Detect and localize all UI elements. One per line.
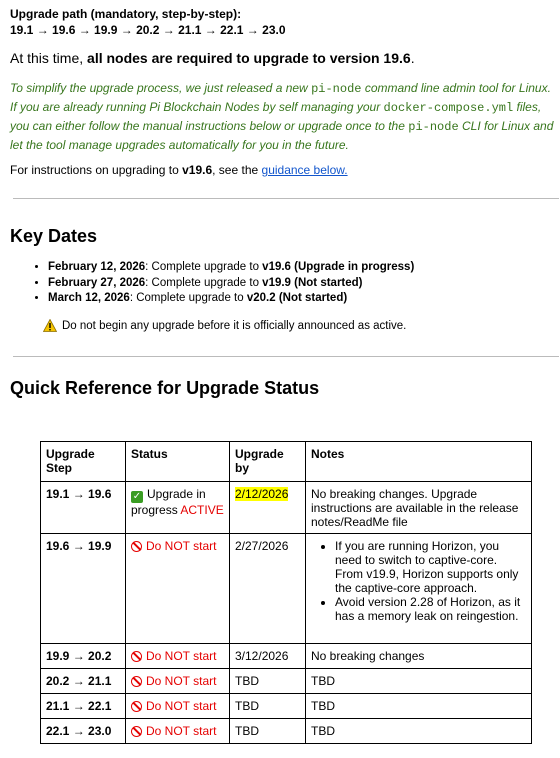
no-entry-icon bbox=[131, 726, 142, 737]
code-pi-node: pi-node bbox=[311, 82, 362, 96]
cell-notes: TBD bbox=[306, 669, 532, 694]
key-dates-heading: Key Dates bbox=[10, 226, 98, 246]
table-row bbox=[41, 482, 532, 534]
cell-step: 19.6 → 19.9 bbox=[41, 534, 126, 644]
cell-upgrade-by: 3/12/2026 bbox=[230, 644, 306, 669]
key-date-version: v20.2 (Not started) bbox=[246, 292, 348, 304]
divider-top bbox=[13, 198, 559, 199]
status-text: Do NOT start bbox=[146, 674, 217, 688]
cell-status bbox=[126, 669, 230, 694]
simplify-part3: files, you can either follow the manual instructions below or upgrade once to the bbox=[10, 100, 542, 133]
no-entry-icon bbox=[131, 676, 142, 687]
simplify-part2: command line admin tool for Linux. If you are already running Pi Blockchain Nodes by self managing your bbox=[10, 81, 551, 114]
code-docker-compose: docker-compose.yml bbox=[383, 101, 514, 115]
warning-text: Do not begin any upgrade before it is officially announced as active. bbox=[62, 319, 407, 332]
check-icon: ✓ bbox=[132, 491, 142, 502]
key-date-date: February 12, 2026 bbox=[48, 261, 146, 273]
cell-upgrade-by: TBD bbox=[230, 694, 306, 719]
no-entry-icon bbox=[131, 701, 142, 712]
no-entry-icon bbox=[131, 651, 142, 662]
key-date-date: March 12, 2026 bbox=[48, 292, 130, 304]
cell-step: 21.1 → 22.1 bbox=[41, 694, 126, 719]
key-date-date: February 27, 2026 bbox=[48, 276, 146, 289]
key-date-text: : Complete upgrade to bbox=[145, 276, 263, 289]
status-text: Do NOT start bbox=[146, 649, 217, 663]
notes-list-item: • Avoid version 2.28 of Horizon, as it has a memory leak on reingestion. bbox=[335, 595, 526, 623]
cell-notes: TBD bbox=[306, 694, 532, 719]
intro-prefix: At this time, bbox=[10, 50, 88, 66]
key-date-item bbox=[48, 291, 414, 307]
cell-upgrade-by: 2/27/2026 bbox=[230, 534, 306, 644]
instructions-middle: , see the bbox=[212, 163, 262, 177]
table-row bbox=[41, 644, 532, 669]
cell-notes: TBD bbox=[306, 719, 532, 744]
instructions-paragraph bbox=[10, 162, 558, 178]
status-text: Do NOT start bbox=[146, 539, 217, 553]
highlighted-date: 2/12/2026 bbox=[235, 487, 289, 501]
cell-status bbox=[126, 482, 230, 534]
cell-notes: No breaking changes bbox=[306, 644, 532, 669]
table-row bbox=[41, 669, 532, 694]
quick-reference-heading: Quick Reference for Upgrade Status bbox=[10, 378, 320, 398]
table-header-row bbox=[41, 442, 532, 482]
code-pi-node-2: pi-node bbox=[408, 120, 459, 134]
key-date-version: v19.9 (Not started) bbox=[262, 276, 363, 289]
table-row bbox=[41, 694, 532, 719]
instructions-version: v19.6 bbox=[182, 163, 213, 177]
key-date-text: : Complete upgrade to bbox=[129, 292, 247, 304]
cell-step: 19.1 → 19.6 bbox=[41, 482, 126, 534]
status-text: Do NOT start bbox=[146, 724, 217, 738]
cell-status bbox=[126, 534, 230, 644]
cell-upgrade-by: TBD bbox=[230, 719, 306, 744]
key-dates-list bbox=[28, 260, 414, 307]
notes-list bbox=[311, 539, 526, 623]
status-text: Do NOT start bbox=[146, 699, 217, 713]
cell-step: 19.9 → 20.2 bbox=[41, 644, 126, 669]
table-row bbox=[41, 719, 532, 744]
cell-upgrade-by: TBD bbox=[230, 669, 306, 694]
warning-note bbox=[43, 319, 406, 332]
guidance-link[interactable]: guidance below. bbox=[261, 163, 348, 177]
table-row bbox=[41, 534, 532, 644]
simplify-part4: CLI for Linux and let the tool manage upgrades automatically for you in the future. bbox=[10, 119, 554, 152]
cell-upgrade-by bbox=[230, 482, 306, 534]
upgrade-status-table bbox=[40, 441, 532, 744]
key-date-item bbox=[48, 260, 414, 276]
warning-icon bbox=[43, 319, 57, 332]
simplify-part1: To simplify the upgrade process, we just released a new bbox=[10, 81, 312, 95]
key-date-version: v19.6 (Upgrade in progress) bbox=[262, 261, 415, 273]
col-header-upgrade-by: Upgrade by bbox=[230, 442, 306, 482]
cell-status bbox=[126, 719, 230, 744]
upgrade-path-sequence: 19.1 → 19.6 → 19.9 → 20.2 → 21.1 → 22.1 → 23.0 bbox=[10, 23, 286, 37]
cell-step: 20.2 → 21.1 bbox=[41, 669, 126, 694]
cell-notes: No breaking changes. Upgrade instructions are available in the release notes/ReadMe file bbox=[306, 482, 532, 534]
intro-paragraph bbox=[10, 50, 558, 67]
col-header-step: Upgrade Step bbox=[41, 442, 126, 482]
notes-list-item: • If you are running Horizon, you need to switch to captive-core. From v19.9, Horizon supports only the captive-core approach. bbox=[335, 539, 526, 595]
status-text: Upgrade in progress bbox=[131, 487, 206, 517]
cell-status bbox=[126, 644, 230, 669]
no-entry-icon bbox=[131, 541, 142, 552]
intro-suffix: . bbox=[410, 50, 415, 66]
upgrade-path-title: Upgrade path (mandatory, step-by-step): bbox=[10, 7, 242, 21]
divider-middle bbox=[13, 356, 559, 357]
status-active-flag: ACTIVE bbox=[180, 503, 224, 517]
document-body bbox=[0, 0, 558, 178]
key-date-item bbox=[48, 276, 414, 292]
col-header-notes: Notes bbox=[306, 442, 532, 482]
cell-notes bbox=[306, 534, 532, 644]
cell-status bbox=[126, 694, 230, 719]
col-header-status: Status bbox=[126, 442, 230, 482]
key-date-text: : Complete upgrade to bbox=[145, 261, 263, 273]
cell-step: 22.1 → 23.0 bbox=[41, 719, 126, 744]
intro-bold: all nodes are required to upgrade to version 19.6 bbox=[87, 50, 411, 66]
simplify-paragraph bbox=[10, 79, 556, 154]
instructions-prefix: For instructions on upgrading to bbox=[10, 163, 183, 177]
